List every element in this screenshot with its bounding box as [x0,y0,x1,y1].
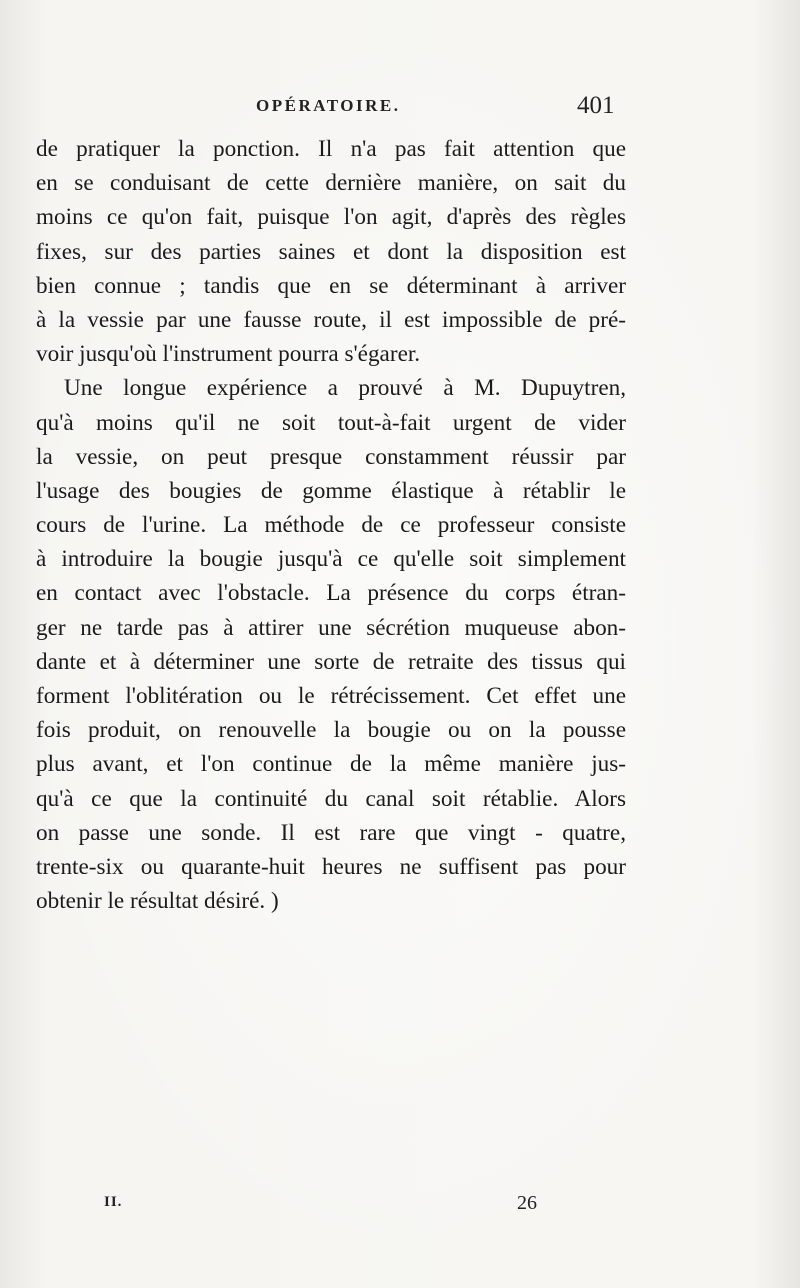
text-line: l'usage des bougies de gomme élastique à rétablir le [36,477,626,504]
page-number: 401 [577,92,615,119]
text-line: en contact avec l'obstacle. La présence du corps étran- [36,580,626,607]
text-line: à la vessie par une fausse route, il est impossible de pré- [36,306,626,333]
paragraph-first-line: Une longue expérience a prouvé à M. Dupuytren, [64,375,626,402]
signature-number: 26 [517,1192,537,1214]
text-line: dante et à déterminer une sorte de retraite des tissus qui [36,648,626,675]
text-line: qu'à ce que la continuité du canal soit rétablie. Alors [36,785,626,812]
text-line: fois produit, on renouvelle la bougie ou on la pousse [36,717,626,744]
text-line: on passe une sonde. Il est rare que vingt - quatre, [36,819,626,846]
running-title: OPÉRATOIRE. [256,96,401,115]
text-line: fixes, sur des parties saines et dont la disposition est [36,238,626,265]
text-line: de pratiquer la ponction. Il n'a pas fait attention que [36,136,626,162]
text-line: en se conduisant de cette dernière manière, on sait du [36,170,626,197]
text-line: à introduire la bougie jusqu'à ce qu'elle soit simplement [36,546,626,573]
text-line: obtenir le résultat désiré. ) [36,888,279,915]
body-text [36,132,626,918]
text-line: ger ne tarde pas à attirer une sécrétion muqueuse abon- [36,614,626,641]
text-line: trente-six ou quarante-huit heures ne suffisent pas pour [36,853,626,880]
page-footer [0,1192,800,1222]
text-line: cours de l'urine. La méthode de ce professeur consiste [36,512,626,539]
text-line: moins ce qu'on fait, puisque l'on agit, d'après des règles [36,204,626,231]
text-line: plus avant, et l'on continue de la même manière jus- [36,751,626,778]
signature-mark: II. [104,1194,123,1210]
text-line: voir jusqu'où l'instrument pourra s'égarer. [36,341,421,368]
page-header [0,92,800,124]
text-line: forment l'oblitération ou le rétrécissement. Cet effet une [36,683,626,709]
text-line: bien connue ; tandis que en se déterminant à arriver [36,272,626,299]
text-line: qu'à moins qu'il ne soit tout-à-fait urgent de vider [36,409,626,436]
text-line: la vessie, on peut presque constamment réussir par [36,443,626,470]
